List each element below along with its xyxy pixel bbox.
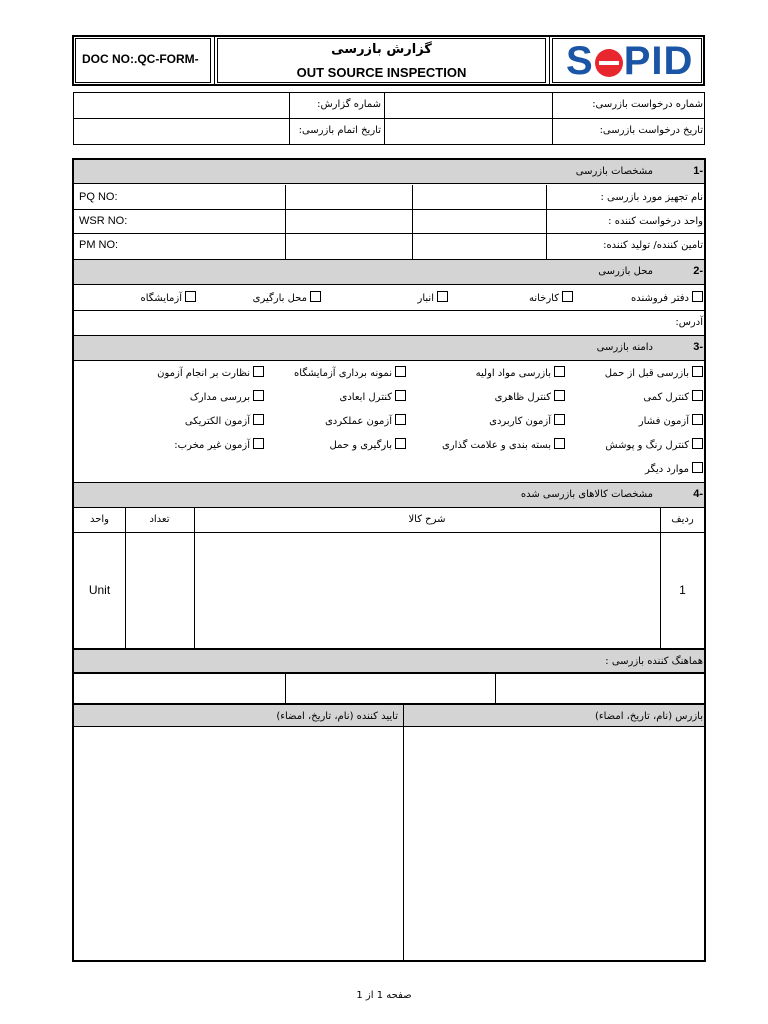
location-loading-site[interactable]: محل بارگیری [253,291,321,305]
section2-number: 2- [693,265,703,277]
scope-ndt-test[interactable]: آزمون غیر مخرب: [174,438,264,452]
checkbox-icon[interactable] [395,438,406,449]
section4-number: 4- [693,488,703,500]
checkbox-icon[interactable] [692,390,703,401]
title-fa: گزارش بازرسی [331,42,432,57]
scope-paint-coating[interactable]: کنترل رنگ و پوشش [605,438,703,452]
col-row-header: ردیف [671,514,694,525]
checkbox-icon[interactable] [692,438,703,449]
checkbox-icon[interactable] [253,390,264,401]
logo-text: S PID [566,39,694,83]
location-vendor-office[interactable]: دفتر فروشنده [631,291,703,305]
location-warehouse[interactable]: انبار [418,291,448,305]
col-description-header: شرح کالا [408,514,446,525]
s1-col-2 [412,185,413,259]
item-unit: Unit [88,583,111,597]
scope-raw-material[interactable]: بازرسی مواد اولیه [476,366,565,380]
doc-number: DOC NO:.QC-FORM- [82,52,199,66]
pq-no-label: PQ NO: [79,191,118,203]
scope-pre-shipment[interactable]: بازرسی قبل از حمل [605,366,703,380]
s4-col-desc [660,508,661,649]
checkbox-icon[interactable] [692,462,703,473]
col-unit-header: واحد [89,514,110,525]
scope-performance-test[interactable]: آزمون عملکردی [325,414,406,428]
request-no-field[interactable] [553,93,554,94]
header-divider-2 [549,35,550,86]
request-col-1 [289,92,290,145]
checkbox-icon[interactable] [692,414,703,425]
checkbox-icon[interactable] [562,291,573,302]
scope-quantity-control[interactable]: کنترل کمی [643,390,703,404]
equipment-label: نام تجهیز مورد بازرسی : [600,192,703,203]
s4-header-row-line [74,532,704,533]
header-divider-1 [214,35,215,86]
s1-row-line-1 [74,209,704,210]
request-no-label: شماره درخواست بازرسی: [592,99,703,110]
section3-title: دامنه بازرسی [596,342,653,353]
scope-application-test[interactable]: آزمون کاربردی [489,414,565,428]
s1-col-1 [285,185,286,259]
checkbox-icon[interactable] [395,366,406,377]
request-date-label: تاریخ درخواست بازرسی: [599,125,703,136]
scope-dimension-control[interactable]: کنترل ابعادی [340,390,406,404]
scope-visual-control[interactable]: کنترل ظاهری [495,390,565,404]
location-laboratory[interactable]: آزمایشگاه [140,291,196,305]
checkbox-icon[interactable] [253,414,264,425]
checkbox-icon[interactable] [185,291,196,302]
request-col-2 [384,92,385,145]
s1-col-3 [546,185,547,259]
coordinator-label: هماهنگ کننده بازرسی : [605,656,703,667]
scope-pressure-test[interactable]: آزمون فشار [639,414,703,428]
request-row-divider [73,118,705,119]
inspector-signature-label: بازرس (نام، تاریخ، امضاء) [595,711,703,722]
checkbox-icon[interactable] [253,366,264,377]
item-row-number: 1 [679,583,686,597]
location-factory[interactable]: کارخانه [529,291,573,305]
section1-number: 1- [693,165,703,177]
checkbox-icon[interactable] [692,366,703,377]
scope-loading-shipping[interactable]: بارگیری و حمل [329,438,406,452]
checkbox-icon[interactable] [395,414,406,425]
s1-row-line-2 [74,233,704,234]
checkbox-icon[interactable] [310,291,321,302]
section1-title: مشخصات بازرسی [575,166,653,177]
finish-date-label: تاریخ اتمام بازرسی: [298,125,381,136]
report-no-label: شماره گزارش: [317,99,381,110]
requesting-unit-label: واحد درخواست کننده : [608,216,703,227]
wsr-no-label: WSR NO: [79,215,128,227]
scope-other[interactable]: موارد دیگر [645,462,703,476]
checkbox-icon[interactable] [437,291,448,302]
checkbox-icon[interactable] [692,291,703,302]
s2-address-line [74,310,704,311]
approver-signature-label: تایید کننده (نام، تاریخ، امضاء) [276,711,398,722]
s4-col-unit [125,508,126,649]
inspector-signature-area[interactable] [404,728,704,960]
scope-document-review[interactable]: بررسی مدارک [190,390,264,404]
scope-lab-sampling[interactable]: نمونه برداری آزمایشگاه [294,366,406,380]
pm-no-label: PM NO: [79,239,119,251]
col-quantity-header: تعداد [149,514,170,525]
checkbox-icon[interactable] [554,390,565,401]
section2-title: محل بازرسی [598,266,653,277]
company-logo [566,39,693,83]
checkbox-icon[interactable] [395,390,406,401]
supplier-label: تامین کننده/ تولید کننده: [603,240,703,251]
title-en: OUT SOURCE INSPECTION [296,65,467,80]
section4-title: مشخصات کالاهای بازرسی شده [520,489,653,500]
checkbox-icon[interactable] [253,438,264,449]
page-number: صفحه 1 از 1 [356,990,412,1001]
checkbox-icon[interactable] [554,366,565,377]
logo-dot-icon [595,49,623,77]
section3-number: 3- [693,341,703,353]
scope-electrical-test[interactable]: آزمون الکتریکی [185,414,264,428]
scope-packing-marking[interactable]: بسته بندی و علامت گذاری [442,438,565,452]
checkbox-icon[interactable] [554,414,565,425]
request-col-3 [552,92,553,145]
address-label: آدرس: [675,317,703,328]
approver-signature-area[interactable] [74,728,403,960]
s4-col-qty [194,508,195,649]
coord-col-2 [495,674,496,704]
scope-test-supervision[interactable]: نظارت بر انجام آزمون [157,366,264,380]
coord-col-1 [285,674,286,704]
checkbox-icon[interactable] [554,438,565,449]
